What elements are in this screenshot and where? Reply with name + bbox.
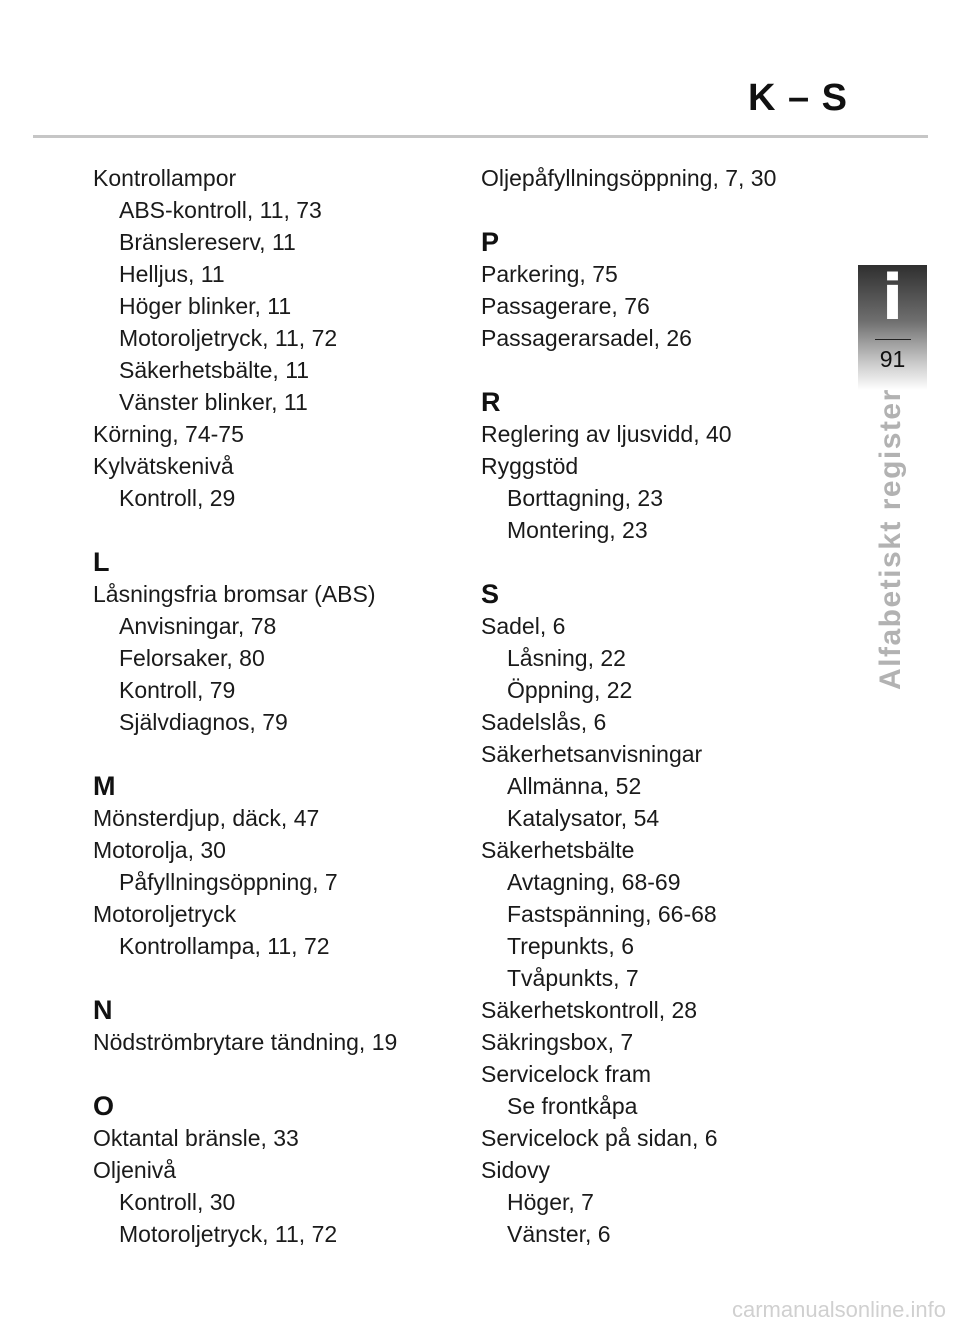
index-subentry: Bränslereserv, 11 [119,229,296,255]
index-subentry: Motoroljetryck, 11, 72 [119,325,338,351]
index-subentry: Säkerhetsbälte, 11 [119,357,310,383]
section-letter: N [93,995,113,1025]
index-entry: Servicelock på sidan, 6 [481,1125,718,1151]
index-entry: Låsningsfria bromsar (ABS) [93,581,376,607]
section-letter: M [93,771,116,801]
index-entry: Oljenivå [93,1157,177,1183]
page-number: 91 [879,346,906,372]
index-entry: Reglering av ljusvidd, 40 [481,421,732,447]
index-entry: Sidovy [481,1157,551,1183]
index-subentry: Tvåpunkts, 7 [507,965,639,991]
page-title: K – S [747,77,848,119]
section-label: Alfabetiskt register [874,388,907,690]
index-entry: Kontrollampor [93,165,237,191]
title-divider [33,135,928,138]
section-letter: L [93,547,110,577]
index-subentry: Höger, 7 [507,1189,594,1215]
tab-divider [875,339,911,340]
index-subentry: Anvisningar, 78 [119,613,277,639]
watermark: carmanualsonline.info [731,1297,946,1322]
index-entry: Ryggstöd [481,453,579,479]
index-entry: Passagerarsadel, 26 [481,325,692,351]
index-subentry: Öppning, 22 [507,677,633,703]
index-entry: Kylvätskenivå [93,453,234,479]
index-entry: Mönsterdjup, däck, 47 [93,805,320,831]
index-subentry: Motoroljetryck, 11, 72 [119,1221,338,1247]
index-subentry: Höger blinker, 11 [119,293,292,319]
index-entry: Säkerhetsanvisningar [481,741,703,767]
index-subentry: Kontroll, 30 [119,1189,236,1215]
section-letter: P [481,227,500,257]
index-entry: Oljepåfyllningsöppning, 7, 30 [481,165,777,191]
index-entry: Sadelslås, 6 [481,709,607,735]
section-letter: O [93,1091,115,1121]
info-icon: i [881,261,904,334]
index-entry: Oktantal bränsle, 33 [93,1125,299,1151]
index-entry: Servicelock fram [481,1061,651,1087]
index-entry: Säkerhetskontroll, 28 [481,997,698,1023]
index-subentry: Låsning, 22 [507,645,626,671]
index-entry: Körning, 74-75 [93,421,244,447]
index-subentry: Allmänna, 52 [507,773,642,799]
index-subentry: Montering, 23 [507,517,648,543]
index-column-right [481,162,861,1250]
index-column-left [93,162,473,1250]
section-tab [858,261,927,390]
index-subentry: Katalysator, 54 [507,805,660,831]
index-subentry: Se frontkåpa [507,1093,638,1119]
index-entry: Nödströmbrytare tändning, 19 [93,1029,398,1055]
index-entry: Motorolja, 30 [93,837,226,863]
index-subentry: Fastspänning, 66-68 [507,901,717,927]
index-entry: Parkering, 75 [481,261,618,287]
index-entry: Säkringsbox, 7 [481,1029,634,1055]
index-subentry: Helljus, 11 [119,261,225,287]
index-subentry: Borttagning, 23 [507,485,664,511]
index-entry: Passagerare, 76 [481,293,650,319]
index-entry: Motoroljetryck [93,901,237,927]
index-entry: Sadel, 6 [481,613,566,639]
index-subentry: Avtagning, 68-69 [507,869,681,895]
index-subentry: Vänster blinker, 11 [119,389,308,415]
index-subentry: Kontroll, 79 [119,677,236,703]
index-subentry: Felorsaker, 80 [119,645,265,671]
index-subentry: Påfyllningsöppning, 7 [119,869,338,895]
index-subentry: Kontrollampa, 11, 72 [119,933,330,959]
index-subentry: ABS-kontroll, 11, 73 [119,197,322,223]
index-subentry: Kontroll, 29 [119,485,236,511]
index-subentry: Trepunkts, 6 [507,933,634,959]
index-entry: Säkerhetsbälte [481,837,635,863]
index-subentry: Självdiagnos, 79 [119,709,288,735]
index-subentry: Vänster, 6 [507,1221,611,1247]
section-letter: R [481,387,501,417]
section-letter: S [481,579,500,609]
